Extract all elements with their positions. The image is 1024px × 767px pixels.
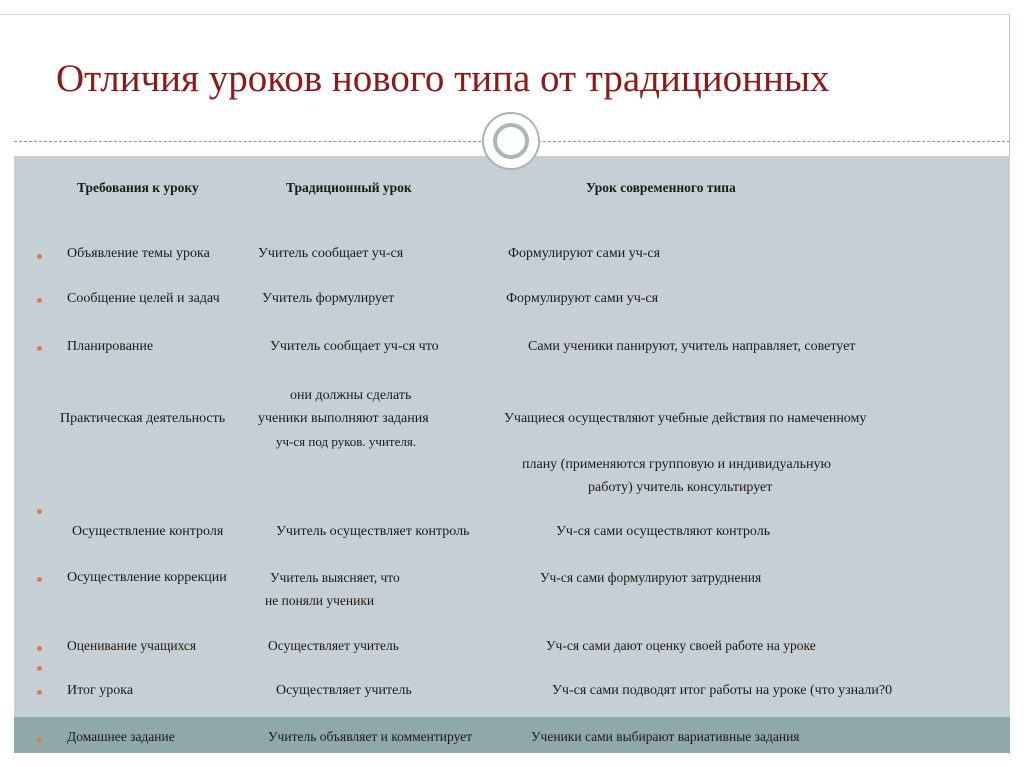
row-requirement: Сообщение целей и задач (67, 291, 220, 306)
row-requirement: Объявление темы урока (67, 246, 210, 261)
row-traditional: Осуществляет учитель (268, 638, 399, 653)
row-traditional: Осуществляет учитель (276, 683, 412, 698)
row-requirement: Осуществление коррекции (67, 570, 227, 585)
row-modern: Сами ученики панируют, учитель направляет, советует (528, 339, 856, 354)
bullet-icon (37, 298, 42, 303)
row-modern: Формулируют сами уч-ся (506, 291, 659, 306)
bullet-icon (37, 690, 42, 695)
row-modern-post: работу) учитель консультирует (588, 480, 773, 495)
row-traditional-pre: они должны сделать (290, 388, 412, 403)
row-traditional: Учитель объявляет и комментирует (268, 729, 473, 744)
bullet-icon (37, 346, 42, 351)
row-requirement: Домашнее задание (67, 729, 175, 744)
content-area (14, 156, 1010, 717)
row-traditional: ученики выполняют задания (258, 411, 429, 426)
bullet-icon (37, 577, 42, 582)
header-traditional: Традиционный урок (286, 180, 412, 195)
header-requirements: Требования к уроку (77, 180, 199, 195)
circle-ornament-inner (493, 123, 529, 159)
row-modern: Формулируют сами уч-ся (508, 246, 661, 261)
row-modern: Уч-ся сами подводят итог работы на уроке (что узнали?0 (552, 683, 893, 698)
row-modern: Уч-ся сами дают оценку своей работе на уроке (546, 638, 816, 653)
row-requirement: Итог урока (67, 683, 134, 698)
circle-ornament-icon (482, 112, 540, 170)
row-modern: Учащиеся осуществляют учебные действия по намеченному (504, 411, 867, 426)
row-modern: Ученики сами выбирают вариативные задания (531, 729, 800, 744)
row-requirement: Практическая деятельность (60, 411, 226, 426)
row-traditional: Учитель сообщает уч-ся (258, 246, 404, 261)
row-traditional-post: не поняли ученики (265, 593, 375, 608)
row-modern: Уч-ся сами осуществляют контроль (556, 524, 771, 539)
row-traditional-post: уч-ся под руков. учителя. (276, 434, 417, 449)
row-modern: Уч-ся сами формулируют затруднения (540, 570, 762, 585)
bullet-icon (37, 254, 42, 259)
bullet-icon (37, 737, 42, 742)
row-modern-post: плану (применяются групповую и индивидуальную (522, 457, 831, 472)
row-requirement: Планирование (67, 339, 154, 354)
header-modern: Урок современного типа (586, 180, 736, 195)
row-traditional: Учитель осуществляет контроль (276, 524, 470, 539)
row-traditional: Учитель сообщает уч-ся что (270, 339, 439, 354)
top-border (0, 14, 1010, 15)
row-traditional: Учитель выясняет, что (270, 570, 400, 585)
bullet-icon (37, 666, 42, 671)
bullet-icon (37, 509, 42, 514)
row-requirement: Осуществление контроля (72, 524, 224, 539)
slide-title: Отличия уроков нового типа от традиционных (56, 57, 830, 100)
row-requirement: Оценивание учащихся (67, 638, 197, 653)
row-traditional: Учитель формулирует (262, 291, 395, 306)
bullet-icon (37, 646, 42, 651)
